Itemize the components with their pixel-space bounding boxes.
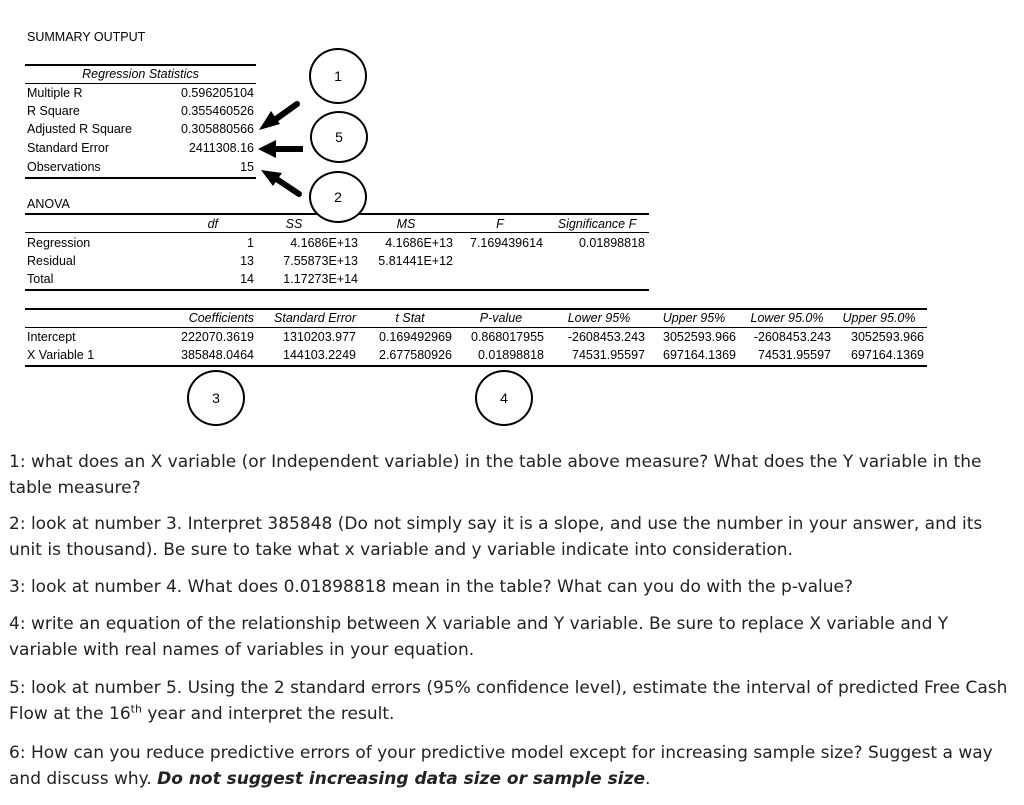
anova-df: 14 [240,272,254,286]
coef-cell: -2608453.243 [567,330,645,344]
coef-header: Lower 95.0% [750,311,824,325]
question-5: 5: look at number 5. Using the 2 standard errors (95% confidence level), estimate the interval of predicted Free Cash Flow at the 16th year and interpret the result. [9,678,1008,724]
coef-cell: 0.868017955 [471,330,544,344]
anova-row-label: Regression [27,236,91,250]
anova-df: 1 [247,236,254,250]
stat-label: Multiple R [27,86,83,100]
arrow-to-standard-error [258,140,303,158]
coef-header: Lower 95% [567,311,631,325]
anova-title: ANOVA [27,197,70,211]
marker-1: 1 [309,48,367,104]
stat-value: 0.596205104 [181,86,254,100]
coef-cell: 697164.1369 [663,348,736,362]
coef-cell: 1310203.977 [283,330,356,344]
coef-header: Standard Error [274,311,356,325]
question-1: 1: what does an X variable (or Independent variable) in the table above measure? What does the Y variable in the table measure? [9,452,982,498]
coef-header: Coefficients [188,311,254,325]
anova-row-label: Total [27,272,54,286]
coef-header: P-value [479,311,523,325]
stat-value: 0.355460526 [181,104,254,118]
coef-cell: 144103.2249 [283,348,356,362]
coef-header: Upper 95% [662,311,726,325]
question-2: 2: look at number 3. Interpret 385848 (Do not simply say it is a slope, and use the number in your answer, and its unit is thousand). Be sure to take what x variable and y variable indicate into consideration. [9,514,983,560]
anova-row-label: Residual [27,254,76,268]
anova-ss: 4.1686E+13 [290,236,358,250]
anova-ss: 7.55873E+13 [283,254,358,268]
anova-ms: 5.81441E+12 [378,254,453,268]
question-6: 6: How can you reduce predictive errors of your predictive model except for increasing sample size? Suggest a way and discuss why. Do not suggest increasing data size or sample size. [9,743,993,789]
marker-4: 4 [475,370,533,426]
coef-cell: 3052593.966 [851,330,924,344]
arrow-to-adjusted-r-square [259,104,297,130]
anova-f: 7.169439614 [470,236,543,250]
anova-header-f: F [496,217,504,231]
anova-significance: 0.01898818 [578,236,645,250]
coef-cell: 2.677580926 [379,348,452,362]
anova-header-significance: Significance F [557,217,637,231]
stat-label: Adjusted R Square [27,122,132,136]
marker-5: 5 [310,111,368,163]
anova-header-ms: MS [396,217,416,231]
arrow-to-observations [261,170,299,194]
marker-2: 2 [309,171,367,223]
stat-value: 15 [240,160,254,174]
coef-cell: 74531.95597 [572,348,645,362]
coef-header: t Stat [395,311,425,325]
coef-cell: 697164.1369 [851,348,924,362]
summary-title: SUMMARY OUTPUT [27,30,146,44]
regression-statistics-header: Regression Statistics [82,67,199,81]
coef-row-label: X Variable 1 [27,348,95,362]
stat-value: 2411308.16 [188,141,254,155]
coef-cell: -2608453.243 [753,330,831,344]
coef-cell: 0.169492969 [379,330,452,344]
coef-cell: 3052593.966 [663,330,736,344]
stat-label: Observations [27,160,101,174]
anova-ss: 1.17273E+14 [283,272,358,286]
anova-df: 13 [240,254,254,268]
coef-cell: 222070.3619 [181,330,254,344]
anova-ms: 4.1686E+13 [385,236,453,250]
marker-3: 3 [187,370,245,426]
coef-cell: 385848.0464 [181,348,254,362]
stat-value: 0.305880566 [181,122,254,136]
coef-header: Upper 95.0% [842,311,916,325]
stat-label: Standard Error [27,141,109,155]
coef-row-label: Intercept [27,330,76,344]
question-4: 4: write an equation of the relationship between X variable and Y variable. Be sure to replace X variable and Y variable with real names of variables in your equation. [9,614,949,660]
question-6-emphasis: Do not suggest increasing data size or sample size [157,769,645,789]
anova-header-df: df [207,217,218,231]
coef-cell: 74531.95597 [758,348,831,362]
stat-label: R Square [27,104,80,118]
coef-cell: 0.01898818 [477,348,544,362]
question-3: 3: look at number 4. What does 0.01898818 mean in the table? What can you do with the p-value? [9,577,853,597]
anova-header-ss: SS [285,217,303,231]
